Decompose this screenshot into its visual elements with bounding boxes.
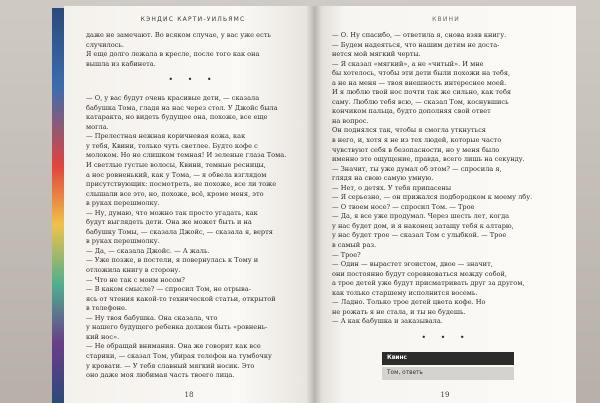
text-line: в телефоне. bbox=[86, 304, 127, 313]
left-body-text bbox=[86, 94, 300, 380]
text-line: катаракта, но видеть будущее она, похоже, все еще bbox=[86, 113, 268, 122]
left-page bbox=[64, 6, 314, 403]
text-line: И я люблю твой нос почти так же сильно, как тебя bbox=[332, 88, 512, 97]
text-line: И светлые густые волосы, Квини, темные ресницы, bbox=[86, 161, 266, 170]
text-line: молоком. Но не слишком темная! И зеленые глаза Тома. bbox=[86, 151, 287, 160]
text-line: — Прелестная нежная коричневая кожа, как bbox=[86, 132, 246, 141]
text-line: у кровати. — У тебя славный мягкий носик. Это bbox=[86, 361, 255, 370]
text-line: у нашего будущего ребенка должен быть «ровнень- bbox=[86, 323, 268, 332]
text-line: у нас будет трое — сказал Том с улыбкой. — Трое bbox=[332, 231, 507, 240]
text-line: кончиком пальца, будто дополняя свой ответ bbox=[332, 107, 491, 116]
text-line: — Я сказал «мягкий», а не «читый». И мне bbox=[332, 59, 484, 68]
text-line: в руках перешмолку. bbox=[86, 199, 160, 208]
right-running-head: КВИНИ bbox=[432, 16, 460, 23]
text-line: ясь от чтения какой-то технической статьи, открытой bbox=[86, 294, 276, 303]
text-line: в руках перешмолку. bbox=[86, 237, 160, 246]
text-line: бабушка Тома, гладя на нас через стол. У Джойс была bbox=[86, 103, 278, 112]
scene-separator: • • • bbox=[421, 332, 471, 342]
text-line: — Ладно. Только трое детей цвета кофе. Но bbox=[332, 298, 486, 307]
text-line: — Уже позже, в постели, я повернулась к Тому и bbox=[86, 256, 259, 265]
left-running-head: КЭНДИС КАРТИ-УИЛЬЯМС bbox=[140, 16, 246, 23]
text-line: у нас будет дом, и я наконец затащу тебя к алтарю, bbox=[332, 221, 514, 230]
right-page bbox=[314, 6, 576, 403]
text-line: саму. Люблю тебя всю, — сказал Том, коснувшись bbox=[332, 97, 509, 106]
text-line: могла. bbox=[86, 122, 109, 131]
text-line: — Что не так с моим носом? bbox=[86, 275, 185, 284]
text-line: — О твоем носе? — спросил Том. — Трое bbox=[332, 202, 475, 211]
text-line: бабушку Томы, — сказала Джойс, — сказала я, вертя bbox=[86, 227, 273, 236]
text-line: — Один — вырастет эгоистом, двое — значит, bbox=[332, 260, 493, 269]
text-line: — Трое? bbox=[332, 250, 361, 259]
text-line: слышали все это, но, похоже, всё, кроме меня, это bbox=[86, 189, 264, 198]
text-line: — А как бабушка и заказывала. bbox=[332, 317, 443, 326]
text-line: случилось. bbox=[86, 40, 125, 49]
scene-separator: • • • bbox=[168, 75, 218, 85]
text-line: — Я серьезно, — он прижался подбородком к моему лбу. bbox=[332, 193, 533, 202]
text-line: — Значит, ты уже думал об этом? — спросила я, bbox=[332, 164, 502, 173]
chat-message: Том, ответь bbox=[382, 367, 514, 380]
text-line: бы хотелось, чтобы эти дети были похожи на тебя, bbox=[332, 69, 511, 78]
text-line: — Ну твоя бабушка. Она сказала, что bbox=[86, 313, 218, 322]
text-line: — О. Ну спасибо, — ответила я, снова взяв книгу. bbox=[332, 31, 507, 39]
text-line: — Будем надеяться, что нашим детям не доста- bbox=[332, 40, 500, 49]
text-line: а нос ровненький, как у Тома, — я обвела взглядом bbox=[86, 170, 267, 179]
book-gutter bbox=[306, 6, 322, 403]
text-line: — Ну, думаю, что можно так просто угадать, как bbox=[86, 208, 258, 217]
text-line: нется мой мягкий черты. bbox=[332, 50, 421, 59]
text-line: — О, у вас будут очень красивые дети, — сказала bbox=[86, 94, 260, 103]
text-line: вышла из кабинета. bbox=[86, 59, 156, 68]
text-line: — Да, — сказала Джойс. — А жаль. bbox=[86, 246, 210, 255]
text-line: они постоянно будут соревноваться между собой, bbox=[332, 269, 507, 278]
text-line: не рожать я не стала, и ты не будешь. bbox=[332, 307, 466, 316]
text-line: — Не обращай внимания. Она же говорит как все bbox=[86, 342, 261, 351]
text-line: глядя на свою самую умную. bbox=[332, 174, 434, 183]
text-line: будут выглядеть дети. Она же может быть и на bbox=[86, 218, 252, 227]
text-line: оно даже моя любимая часть твоего лица. bbox=[86, 371, 235, 380]
text-line: у тебя, Квини, только чуть светлее. Будто кофе с bbox=[86, 141, 258, 150]
left-top-text bbox=[86, 31, 300, 69]
text-line: как только старшему исполнится восемь. bbox=[332, 288, 478, 297]
right-body-text bbox=[332, 31, 560, 327]
text-line: кий нос». bbox=[86, 332, 120, 341]
chat-sender: Квинс bbox=[382, 352, 514, 365]
text-line: а трое детей уже будут присматривать друг за другом, bbox=[332, 279, 525, 288]
text-line: — В каком смысле? — спросил Том, не отрыва- bbox=[86, 285, 251, 294]
text-line: чувствуют себя в безопасности, но у меня было bbox=[332, 145, 500, 154]
text-line: — Да, я все уже продумал. Через шесть лет, когда bbox=[332, 212, 510, 221]
text-line: отложила книгу в сторону. bbox=[86, 266, 181, 275]
chat-snippet bbox=[382, 352, 514, 380]
text-line: Я еще долго лежала в кресле, после того как она bbox=[86, 50, 260, 59]
text-line: присутствующих: посмотреть, не похоже, все ли тоже bbox=[86, 180, 277, 189]
right-page-number: 19 bbox=[440, 391, 450, 399]
text-line: в него, и, хотя я не из тех людей, которые часто bbox=[332, 136, 502, 145]
text-line: Он поднялся так, чтобы я смогла уткнуться bbox=[332, 126, 486, 135]
text-line: именно это ощущение, правда, всего лишь на секунду. bbox=[332, 155, 525, 164]
text-line: а не на меня — твоя внешность интереснее моей. bbox=[332, 78, 507, 87]
text-line: даже не замечают. Во всяком случае, у вас уже есть bbox=[86, 31, 271, 39]
text-line: на вопрос. bbox=[332, 116, 369, 125]
text-line: старики, — сказал Том, убирая телефон на тумбочку bbox=[86, 351, 272, 360]
left-page-number: 18 bbox=[184, 391, 194, 399]
text-line: — Нет, о детях. У тебя припасены bbox=[332, 183, 452, 192]
text-line: в самый раз. bbox=[332, 241, 377, 250]
